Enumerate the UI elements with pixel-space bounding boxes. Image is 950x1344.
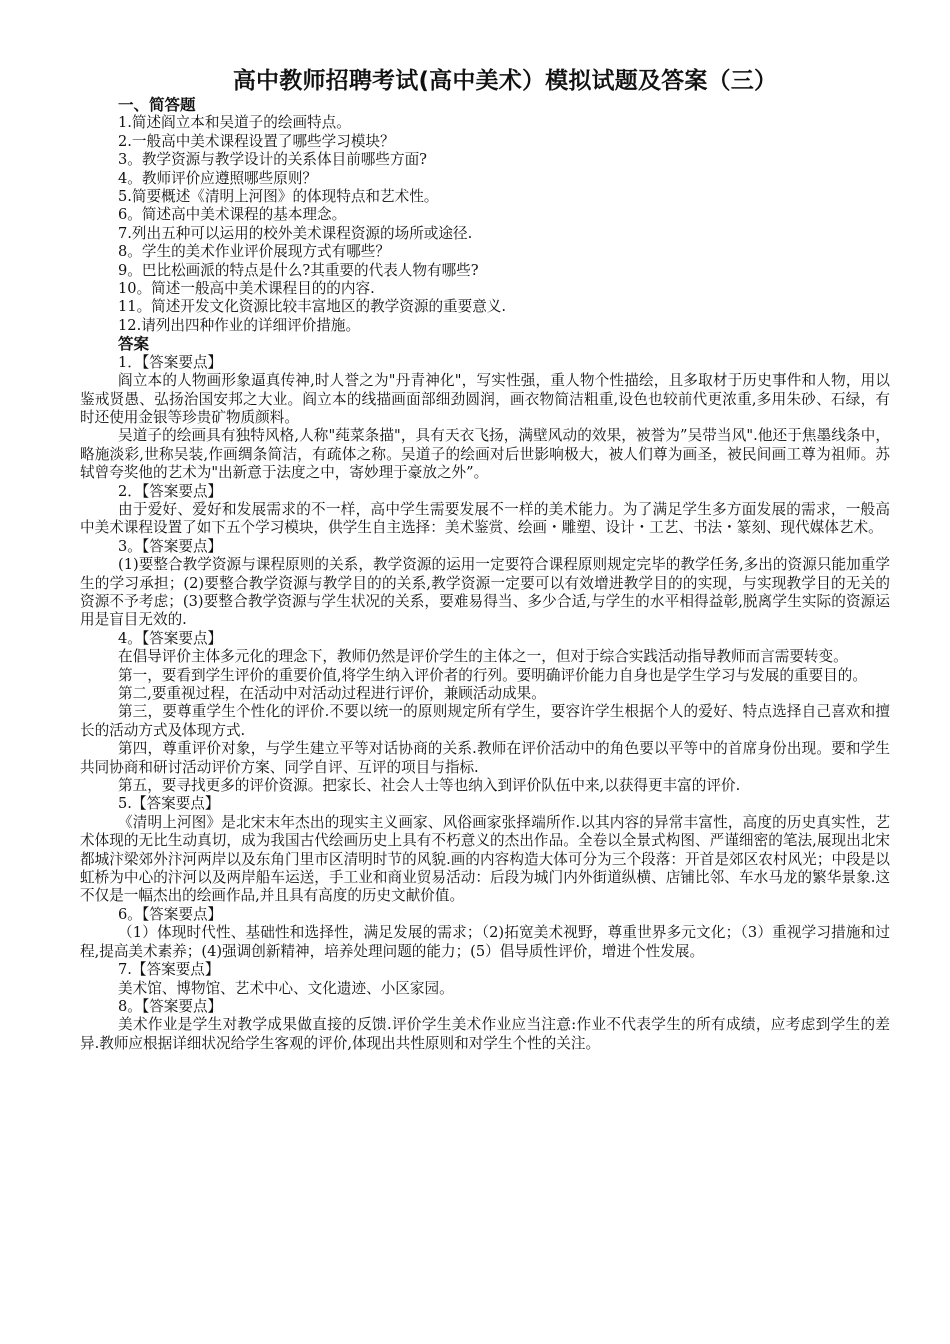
answer-2	[80, 483, 890, 538]
answers-heading: 答案	[118, 335, 150, 354]
answer-paragraph: 第五，要寻找更多的评价资源。把家长、社会人士等也纳入到评价队伍中来,以获得更丰富的评价.	[118, 777, 741, 795]
question-item: 2.一般高中美术课程设置了哪些学习模块？	[118, 132, 395, 150]
answer-7	[80, 961, 890, 998]
answer-label: 1．【答案要点】	[118, 353, 223, 371]
answer-label: 4。【答案要点】	[118, 629, 223, 647]
answer-1	[80, 354, 890, 483]
question-item: 11。简述开发文化资源比较丰富地区的教学资源的重要意义.	[118, 298, 507, 316]
answer-label: 3。【答案要点】	[118, 537, 223, 555]
page-title: 高中教师招聘考试(高中美术）模拟试题及答案（三）	[232, 68, 778, 94]
question-item: 10。简述一般高中美术课程目的的内容.	[118, 280, 375, 298]
answer-label: 8。【答案要点】	[118, 997, 223, 1015]
answer-paragraph: 阎立本的人物画形象逼真传神,时人誉之为"丹青神化"，写实性强，重人物个性描绘，且多取材于历史事件和人物，用以鉴戒贤愚、弘扬治国安邦之大业。阎立本的线描画面部细劲圆润，画衣物简洁粗重,设色也较前代更浓重,多用朱砂、石绿，有时还使用金银等珍贵矿物质颜料。	[80, 372, 890, 426]
answer-8	[80, 998, 890, 1053]
answer-paragraph: 第四，尊重评价对象，与学生建立平等对话协商的关系.教师在评价活动中的角色要以平等中的首席身份出现。要和学生共同协商和研讨活动评价方案、同学自评、互评的项目与指标.	[80, 740, 890, 776]
question-item: 12.请列出四种作业的详细评价措施。	[118, 316, 361, 334]
answer-paragraph: 《清明上河图》是北宋末年杰出的现实主义画家、风俗画家张择端所作.以其内容的异常丰富性，高度的历史真实性，艺术体现的无比生动真切，成为我国古代绘画历史上具有不朽意义的杰出作品。全卷以全景式构图、严谨细密的笔法,展现出北宋都城汴梁郊外汴河两岸以及东角门里市区清明时节的风貌.画的内容构造大体可分为三个段落：开首是郊区农村风光；中段是以虹桥为中心的汴河以及两岸船车运送，手工业和商业贸易活动：后段为城门内外街道纵横、店铺比邻、车水马龙的繁华景象.这不仅是一幅杰出的绘画作品,并且具有高度的历史文献价值。	[80, 813, 890, 905]
question-item: 8。学生的美术作业评价展现方式有哪些？	[118, 243, 390, 261]
question-item: 4。教师评价应遵照哪些原则？	[118, 169, 318, 187]
answer-3	[80, 538, 890, 630]
answer-paragraph: 在倡导评价主体多元化的理念下，教师仍然是评价学生的主体之一，但对于综合实践活动指导教师而言需要转变。	[118, 648, 848, 666]
answer-label: 6。【答案要点】	[118, 905, 223, 923]
answer-paragraph: （1）体现时代性、基础性和选择性，满足发展的需求；（2)拓宽美术视野，尊重世界多元文化；（3）重视学习措施和过程,提高美术素养；(4)强调创新精神，培养处理问题的能力；(5）倡导质性评价，增进个性发展。	[80, 924, 890, 960]
answer-paragraph: (1)要整合教学资源与课程原则的关系，教学资源的运用一定要符合课程原则规定完毕的教学任务,多出的资源只能加重学生的学习承担；(2)要整合教学资源与教学目的的关系,教学资源一定要可以有效增进教学目的的实现，与实现教学目的无关的资源不予考虑；(3)要整合教学资源与学生状况的关系，要难易得当、多少合适,与学生的水平相得益彰,脱离学生实际的资源运用是盲目无效的.	[80, 556, 890, 629]
answer-paragraph: 由于爱好、爱好和发展需求的不一样，高中学生需要发展不一样的美术能力。为了满足学生多方面发展的需求，一般高中美术课程设置了如下五个学习模块，供学生自主选择：美术鉴赏、绘画・雕塑、设计・工艺、书法・篆刻、现代媒体艺术。	[80, 500, 890, 537]
answer-paragraph: 吴道子的绘画具有独特风格,人称"莼菜条描"，具有天衣飞扬，满壁风动的效果，被誉为”吴带当风".他还于焦墨线条中，略施淡彩,世称吴装,作画绸条简洁，有疏体之称。吴道子的绘画对后世影响极大，被人们尊为画圣，被民间画工尊为祖师。苏轼曾夸奖他的艺术为"出新意于法度之中，寄妙理于豪放之外”。	[80, 427, 890, 482]
answer-paragraph: 第一，要看到学生评价的重要价值,将学生纳入评价者的行列。要明确评价能力自身也是学生学习与发展的重要目的。	[118, 666, 867, 684]
question-item: 1.简述阎立本和吴道子的绘画特点。	[118, 114, 351, 132]
answer-5	[80, 795, 890, 905]
answer-paragraph: 美术作业是学生对教学成果做直接的反馈.评价学生美术作业应当注意:作业不代表学生的所有成绩，应考虑到学生的差异.教师应根据详细状况给学生客观的评价,体现出共性原则和对学生个性的关注。	[80, 1016, 890, 1052]
section-heading-short-answer: 一、简答题	[118, 96, 196, 114]
document-page	[80, 66, 890, 1053]
answer-4	[80, 630, 890, 796]
answer-label: 5.【答案要点】	[118, 795, 220, 813]
answer-paragraph: 美术馆、博物馆、艺术中心、文化遗迹、小区家园。	[118, 979, 454, 997]
answer-paragraph: 第三，要尊重学生个性化的评价.不要以统一的原则规定所有学生，要容许学生根据个人的爱好、特点选择自己喜欢和擅长的活动方式及体现方式.	[80, 703, 890, 739]
question-list	[80, 114, 890, 335]
answer-label: 2．【答案要点】	[118, 482, 223, 500]
question-item: 7.列出五种可以运用的校外美术课程资源的场所或途径.	[118, 224, 473, 242]
answer-label: 7.【答案要点】	[118, 961, 220, 979]
answer-paragraph: 第二,要重视过程，在活动中对活动过程进行评价，兼顾活动成果。	[118, 685, 546, 702]
question-item: 6。简述高中美术课程的基本理念。	[118, 206, 347, 224]
question-item: 5.简要概述《清明上河图》的体现特点和艺术性。	[118, 188, 439, 206]
question-item: 9。巴比松画派的特点是什么?其重要的代表人物有哪些?	[118, 261, 479, 279]
question-item: 3。教学资源与教学设计的关系体目前哪些方面?	[118, 151, 427, 169]
answer-6	[80, 906, 890, 961]
